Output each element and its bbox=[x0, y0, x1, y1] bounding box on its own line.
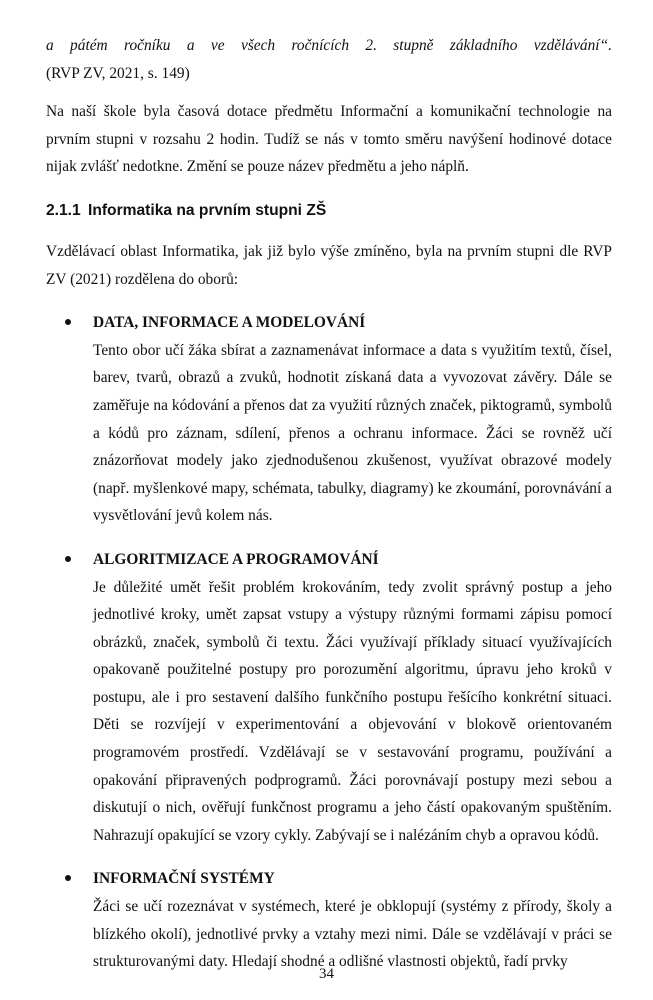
section-heading bbox=[46, 197, 612, 225]
bullet-text: Je důležité umět řešit problém krokováním, tedy zvolit správný postup a jeho jednotlivé kroky, umět zapsat vstupy a výstupy různými formami zápisu pomocí obrázků, značek, symbolů či textu. Žáci využívají příklady situací využívajících opakovaně použitelné postupy pro porozumění algoritmu, úpravu jeho kroků v postupu, ale i pro sestavení dalšího funkčního postupu řešícího konkrétní situaci. Děti se rozvíjejí v experimentování a objevování v blokově orientovaném programovém prostředí. Vzdělávají se v sestavování programu, používání a opakování připravených podprogramů. Žáci porovnávají postupy mezi sebou a diskutují o nich, ověřují funkčnost programu a jeho částí opakovaným spuštěním. Nahrazují opakující se vzory cykly. Zabývají se i nalézáním chyb a opravou kódů. bbox=[93, 578, 612, 844]
section-number: 2.1.1 bbox=[46, 201, 81, 219]
quote-text: a pátém ročníku a ve všech ročnících 2. stupně základního vzdělávání“. bbox=[46, 37, 612, 54]
page-number: 34 bbox=[319, 966, 334, 982]
bullet-item bbox=[46, 309, 612, 530]
bullet-dot-icon bbox=[65, 875, 71, 881]
bullet-text: Tento obor učí žáka sbírat a zaznamenávat informace a data s využitím textů, čísel, barev, tvarů, obrazů a zvuků, hodnotit získaná data a vyvozovat závěry. Dále se zaměřuje na kódování a přenos dat za využití různých značek, piktogramů, symbolů a kódů pro záznam, sdílení, přenos a ochranu informace. Žáci se rovněž učí znázorňovat modely jako zjednodušenou zkušenost, využívat obrazové modely (např. myšlenkové mapy, schémata, tabulky, diagramy) ke zkoumání, porovnávání a vysvětlování jevů kolem nás. bbox=[93, 341, 612, 525]
paragraph: Na naší škole byla časová dotace předmětu Informační a komunikační technologie na prvním stupni v rozsahu 2 hodin. Tudíž se nás v tomto směru navýšení hodinové dotace nijak zvlášť nedotkne. Změní se pouze název předmětu a jeho náplň. bbox=[46, 103, 612, 176]
bullet-title: ALGORITMIZACE A PROGRAMOVÁNÍ bbox=[93, 550, 379, 568]
page-body bbox=[46, 32, 612, 971]
section-title: Informatika na prvním stupni ZŠ bbox=[88, 201, 327, 219]
quote-citation: (RVP ZV, 2021, s. 149) bbox=[46, 64, 190, 82]
intro-paragraph: Vzdělávací oblast Informatika, jak již bylo výše zmíněno, byla na prvním stupni dle RVP ZV (2021) rozdělena do oborů: bbox=[46, 242, 612, 288]
bullet-item bbox=[46, 546, 612, 850]
bullet-dot-icon bbox=[65, 319, 71, 325]
bullet-dot-icon bbox=[65, 556, 71, 562]
bullet-title: DATA, INFORMACE A MODELOVÁNÍ bbox=[93, 314, 366, 332]
bullet-title: INFORMAČNÍ SYSTÉMY bbox=[93, 870, 275, 888]
bullet-text: Žáci se učí rozeznávat v systémech, které je obklopují (systémy z přírody, školy a blízkého okolí), jednotlivé prvky a vztahy mezi nimi. Dále se vzdělávají v práci se strukturovanými daty. Hledají shodné a odlišné vlastnosti objektů, řadí prvky bbox=[93, 898, 612, 971]
bullet-item bbox=[46, 865, 612, 975]
